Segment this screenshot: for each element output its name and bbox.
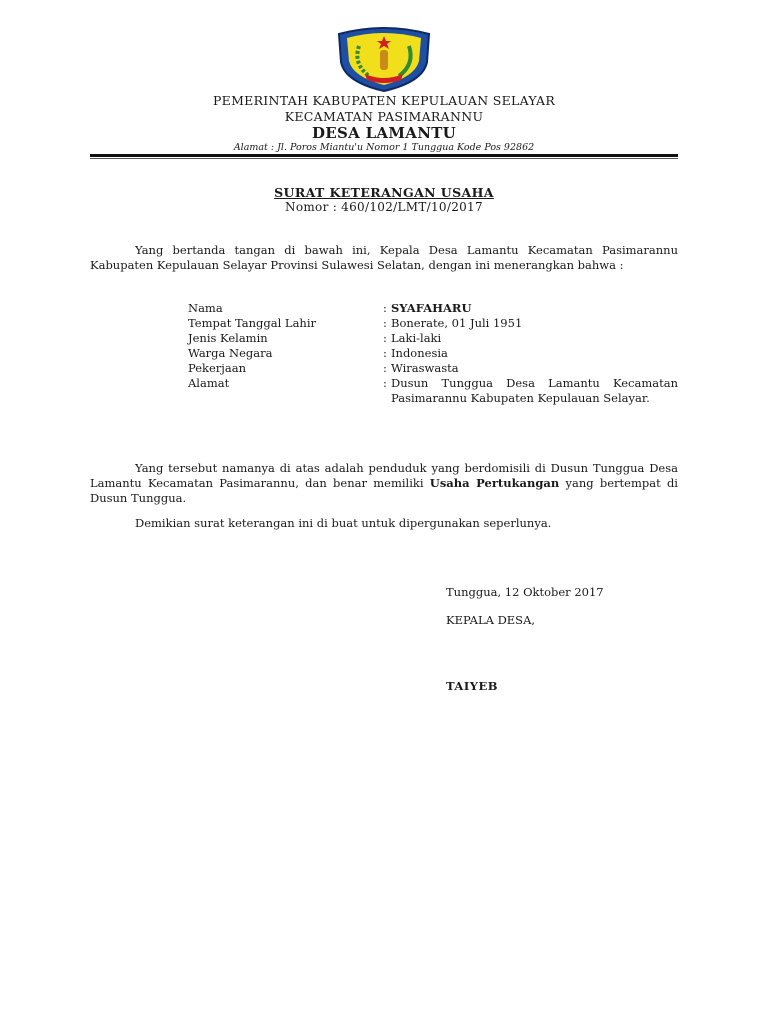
field-colon: : [383, 331, 387, 345]
field-colon: : [383, 361, 387, 375]
field-colon: : [383, 316, 387, 330]
field-value: Bonerate, 01 Juli 1951 [391, 316, 523, 330]
field-colon: : [383, 376, 387, 390]
closing-paragraph: Demikian surat keterangan ini di buat untuk dipergunakan seperlunya. [135, 516, 552, 530]
letterhead-address: Alamat : Jl. Poros Miantu'u Nomor 1 Tunggua Kode Pos 92862 [233, 142, 535, 153]
document-number: Nomor : 460/102/LMT/10/2017 [285, 200, 483, 214]
field-value: Laki-laki [391, 331, 442, 345]
field-row-nama [188, 301, 678, 316]
field-label: Pekerjaan [188, 361, 246, 375]
statement-text: Yang tersebut namanya di atas adalah penduduk yang berdomisili di Dusun Tunggua Desa Lamantu Kecamatan Pasimarannu, dan benar memiliki [90, 461, 678, 490]
field-value: Indonesia [391, 346, 448, 360]
signatory-position: KEPALA DESA, [446, 613, 536, 627]
letterhead-government: PEMERINTAH KABUPATEN KEPULAUAN SELAYAR [212, 93, 556, 108]
regency-crest-icon [331, 24, 437, 92]
field-value: SYAFAHARU [391, 301, 472, 315]
field-row-address [188, 376, 678, 406]
opening-paragraph: Yang bertanda tangan di bawah ini, Kepala Desa Lamantu Kecamatan Pasimarannu Kabupaten Kepulauan Selayar Provinsi Sulawesi Selatan, dengan ini menerangkan bahwa : [90, 243, 678, 272]
statement-paragraph [90, 461, 678, 506]
statement-text-end: yang bertempat di Dusun Tunggua. [90, 476, 678, 505]
field-label: Tempat Tanggal Lahir [188, 316, 317, 330]
field-value: Wiraswasta [391, 361, 459, 375]
field-colon: : [383, 301, 387, 315]
field-row-citizenship [188, 346, 678, 361]
field-row-birth [188, 316, 678, 331]
field-colon: : [383, 346, 387, 360]
document-title: SURAT KETERANGAN USAHA [274, 185, 494, 200]
letterhead-district: KECAMATAN PASIMARANNU [284, 109, 484, 124]
field-label: Jenis Kelamin [188, 331, 268, 345]
business-type: Usaha Pertukangan [429, 476, 560, 490]
field-value: Dusun Tunggua Desa Lamantu Kecamatan Pasimarannu Kabupaten Kepulauan Selayar. [391, 376, 678, 405]
letterhead-divider-thin [90, 158, 678, 159]
letterhead-village: DESA LAMANTU [311, 124, 457, 142]
field-label: Nama [188, 301, 223, 315]
signatory-name: TAIYEB [446, 679, 498, 693]
field-label: Alamat [188, 376, 230, 390]
identity-table [188, 301, 678, 406]
field-row-gender [188, 331, 678, 346]
letterhead-divider [90, 154, 678, 157]
field-row-occupation [188, 361, 678, 376]
place-date: Tunggua, 12 Oktober 2017 [446, 585, 604, 599]
field-label: Warga Negara [188, 346, 273, 360]
